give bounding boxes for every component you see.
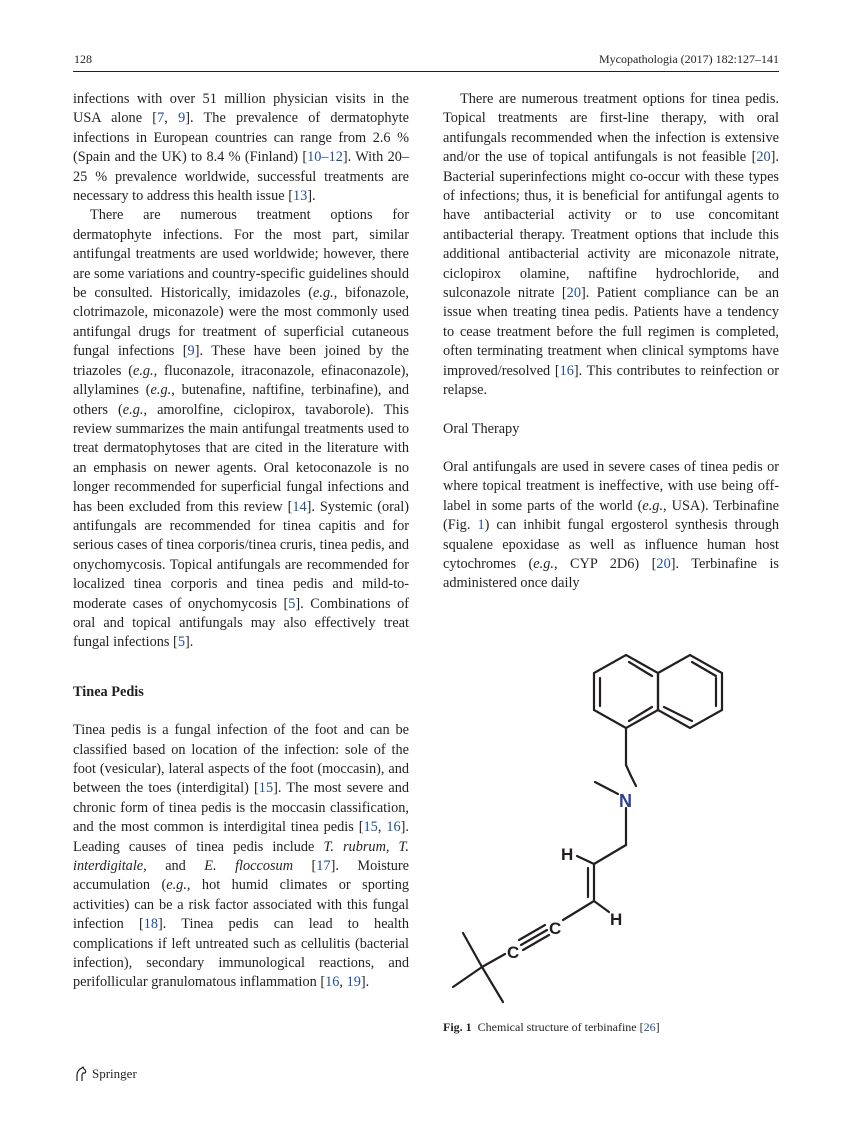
- nitrogen-atom-label: N: [619, 791, 632, 811]
- paragraph: [443, 458, 779, 594]
- citation-link[interactable]: 16: [559, 362, 574, 379]
- right-column: [443, 90, 779, 594]
- italic-text: E. floccosum: [204, 858, 294, 875]
- citation-link[interactable]: 5: [288, 595, 296, 612]
- text-run: ,: [377, 819, 387, 836]
- citation-link[interactable]: 18: [143, 916, 159, 933]
- citation-link[interactable]: 1: [477, 517, 485, 534]
- italic-text: e.g.: [642, 497, 664, 514]
- text-run: Tinea pedis is a fungal infection of the foot and can be classified based on location of the infection: sole of the foot (vesicular), lateral aspects of the foot (moccasin), and between the toes (interdigital) [: [73, 722, 409, 797]
- carbon-atom-label: C: [507, 943, 520, 962]
- text-run: , amorolfine, ciclopirox, tavaborole). This review summarizes the main antifungal treatments used to treat dermatophytoses that are cited in the literature with an emphasis on newer agents. Oral ketoconazole is no longer recommended for superficial fungal infections and has been excluded from this review [: [73, 401, 409, 515]
- citation-link[interactable]: 9: [187, 343, 195, 360]
- citation-link[interactable]: 14: [292, 498, 307, 515]
- hydrogen-atom-label: H: [561, 845, 574, 864]
- section-heading: Oral Therapy: [443, 420, 520, 437]
- page-header-number: 128: [74, 52, 92, 66]
- citation-link[interactable]: 19: [346, 974, 361, 991]
- citation-link[interactable]: 16: [386, 819, 401, 836]
- italic-text: e.g.: [122, 401, 144, 418]
- terbinafine-structure-figure: [443, 640, 779, 1012]
- citation-link[interactable]: 5: [177, 634, 185, 651]
- text-run: ]. Terbinafine is administered once daily: [443, 555, 779, 592]
- paragraph: [443, 90, 779, 401]
- text-run: infections with over 51 million physician visits in the USA alone [: [73, 91, 409, 127]
- text-run: ]. Combinations of oral and topical antifungals may also effectively treat fungal infections [: [73, 595, 409, 651]
- text-run: and: [146, 858, 205, 875]
- italic-text: e.g.: [533, 555, 554, 572]
- section-heading: Tinea Pedis: [73, 683, 144, 700]
- text-run: ,: [164, 110, 179, 127]
- text-run: hot humid climates or sporting activities) can be a risk factor associated with this fungal infection [: [73, 877, 409, 933]
- paragraph: [73, 90, 409, 206]
- italic-text: e.g.: [150, 382, 172, 399]
- paragraph: [73, 721, 409, 993]
- citation-link[interactable]: 7: [157, 110, 165, 127]
- italic-text: e.g.: [313, 285, 334, 302]
- left-column: [73, 90, 409, 993]
- citation-link[interactable]: 16: [325, 974, 340, 991]
- text-run: ]. Systemic (oral) antifungals are recommended for tinea capitis and for serious cases of tinea corporis/tinea cruris, tinea pedis, and onychomycosis. Topical antifungals are recommended for localized tinea corporis and tinea pedis and mild-to-moderate cases of onychomycosis [: [73, 498, 410, 612]
- citation-link[interactable]: 17: [316, 858, 331, 875]
- citation-link[interactable]: 10–12: [307, 149, 343, 166]
- figure-caption-end: ]: [655, 1020, 660, 1034]
- italic-text: e.g.: [132, 362, 154, 379]
- text-run: ]. This contributes to reinfection or relapse.: [443, 362, 779, 399]
- naphthalene-ring-left: [594, 655, 658, 728]
- text-run: ]. Moisture accumulation (: [73, 858, 409, 894]
- citation-link[interactable]: 9: [178, 110, 186, 127]
- text-run: There are numerous treatment options for dermatophyte infections. For the most part, similar antifungal treatments are used worldwide; however, there are some variations and country-specific guidelines should be consulted. Historically, imidazoles (: [73, 207, 409, 302]
- text-run: Oral antifungals are used in severe cases of tinea pedis or where topical treatment is ineffective, with use being off-label in some parts of the world (: [443, 458, 779, 514]
- naphthalene-ring-right: [658, 655, 722, 728]
- citation-link[interactable]: 20: [566, 285, 581, 302]
- text-run: There are numerous treatment options for tinea pedis. Topical treatments are first-line therapy, with oral antifungals recommended when the infection is extensive and/or the use of topical antifungals is not feasible [: [443, 91, 779, 166]
- text-run: [: [293, 858, 317, 875]
- text-run: ) can inhibit fungal ergosterol synthesis through squalene epoxidase as well as influence human host cytochromes (: [443, 517, 779, 572]
- text-run: ]. The most severe and chronic form of tinea pedis is the moccasin classification, and the most common is interdigital tinea pedis [: [73, 780, 410, 836]
- text-run: , CYP 2D6) [: [553, 555, 657, 572]
- text-run: ]. Patient compliance can be an issue when treating tinea pedis. Patients have a tendency to cease treatment before the full regimen is completed, often terminating treatment when clinical symptoms have improved/resolved [: [443, 285, 779, 379]
- citation-link[interactable]: 13: [292, 188, 308, 205]
- text-run: , butenafine, naftifine, terbinafine), and others (: [73, 382, 409, 418]
- publisher-name: Springer: [92, 1066, 137, 1081]
- text-run: ]. Tinea pedis can lead to health complications if left untreated such as cellulitis (bacterial infection), secondary immunological reactions, and perifollicular granulomatous inflammation [: [73, 916, 409, 991]
- text-run: ,: [339, 974, 347, 991]
- hydrogen-atom-label: H: [610, 910, 623, 929]
- carbon-atom-label: C: [549, 919, 562, 938]
- journal-header: Mycopathologia (2017) 182:127–141: [599, 52, 779, 66]
- text-run: ].: [360, 974, 370, 991]
- citation-link[interactable]: 20: [756, 149, 771, 166]
- citation-link[interactable]: 20: [656, 555, 671, 572]
- header-rule: [73, 71, 779, 72]
- text-run: ]. Bacterial superinfections might co-occur with these types of infections; thus, it is beneficial for antifungal agents to have antibacterial activity or to use concomitant antibacterial therapy. Treatment options that include this additional antibacterial activity are miconazole nitrate, ciclopirox olamine, naftifine hydrochloride, and sulconazole nitrate [: [443, 149, 779, 302]
- text-run: ]. With 20–25 % prevalence worldwide, successful treatments are necessary to address this health issue [: [73, 149, 410, 205]
- text-run: , bifonazole, clotrimazole, miconazole) were the most commonly used antifungal drugs for treatment of superficial cutaneous fungal infections [: [73, 285, 410, 360]
- paragraph: [73, 206, 409, 652]
- text-run: ]. These have been joined by the triazoles (: [73, 343, 410, 379]
- citation-link[interactable]: 15: [363, 819, 378, 836]
- text-run: ]. The prevalence of dermatophyte infections in European countries can range from 2.6 % (Spain and the UK) to 8.4 % (Finland) [: [73, 110, 409, 166]
- springer-horse-icon: [74, 1066, 88, 1082]
- text-run: ].: [184, 634, 194, 651]
- figure-label: Fig. 1: [443, 1020, 472, 1034]
- citation-link[interactable]: 15: [258, 780, 274, 797]
- figure-caption: [443, 1020, 660, 1035]
- text-run: ].: [307, 188, 316, 205]
- text-run: , USA). Terbinafine (Fig.: [443, 497, 779, 534]
- text-run: , fluconazole, itraconazole, efinaconazole), allylamines (: [73, 362, 409, 399]
- italic-text: e.g.,: [166, 877, 191, 894]
- text-run: ]. Leading causes of tinea pedis include: [73, 819, 409, 855]
- citation-link[interactable]: 26: [643, 1020, 656, 1034]
- page-footer: [74, 1066, 137, 1082]
- figure-caption-text: Chemical structure of terbinafine [: [477, 1020, 644, 1034]
- italic-text: T. rubrum, T. interdigitale,: [73, 838, 409, 875]
